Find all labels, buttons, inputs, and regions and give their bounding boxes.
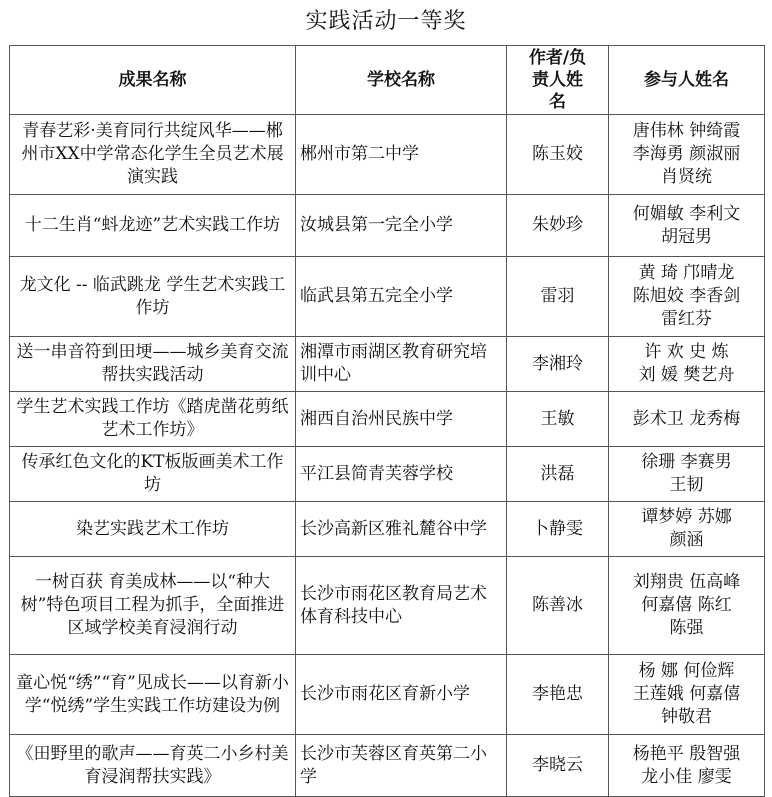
result-name-cell: 《田野里的歌声——育英二小乡村美育浸润帮扶实践》 [10, 735, 296, 797]
author-cell: 李艳忠 [507, 655, 609, 735]
school-name-cell: 长沙市雨花区教育局艺术体育科技中心 [296, 557, 507, 655]
awards-table [9, 45, 765, 797]
school-name-cell: 汝城县第一完全小学 [296, 195, 507, 257]
participants-cell: 何媚敏 李利文 胡冠男 [609, 195, 765, 257]
table-row [10, 337, 765, 392]
participants-cell: 刘翔贵 伍高峰 何嘉僖 陈红 陈强 [609, 557, 765, 655]
table-header-row [10, 46, 765, 115]
school-name-cell: 平江县简青芙蓉学校 [296, 447, 507, 502]
participants-cell: 杨 娜 何俭辉 王莲娥 何嘉僖 钟敬君 [609, 655, 765, 735]
author-cell: 王敏 [507, 392, 609, 447]
header-author: 作者/负责人姓名 [507, 46, 609, 115]
table-row [10, 447, 765, 502]
participants-cell: 黄 琦 邝晴龙 陈旭姣 李香剑 雷红芬 [609, 257, 765, 337]
participants-cell: 唐伟林 钟绮霞 李海勇 颜淑丽 肖贤统 [609, 115, 765, 195]
table-row [10, 115, 765, 195]
result-name-cell: 学生艺术实践工作坊《踏虎凿花剪纸艺术工作坊》 [10, 392, 296, 447]
page-title: 实践活动一等奖 [305, 9, 467, 34]
author-cell: 卜静雯 [507, 502, 609, 557]
table-row [10, 735, 765, 797]
table-row [10, 502, 765, 557]
participants-cell: 杨艳平 殷智强 龙小佳 廖雯 [609, 735, 765, 797]
table-row [10, 392, 765, 447]
author-cell: 朱妙珍 [507, 195, 609, 257]
author-cell: 洪磊 [507, 447, 609, 502]
result-name-cell: 童心悦“绣”“育”见成长——以育新小学“悦绣”学生实践工作坊建设为例 [10, 655, 296, 735]
result-name-cell: 传承红色文化的KT板版画美术工作坊 [10, 447, 296, 502]
table-row [10, 655, 765, 735]
author-cell: 李晓云 [507, 735, 609, 797]
header-school-name: 学校名称 [296, 46, 507, 115]
school-name-cell: 长沙市芙蓉区育英第二小学 [296, 735, 507, 797]
school-name-cell: 长沙高新区雅礼麓谷中学 [296, 502, 507, 557]
participants-cell: 谭梦婷 苏娜 颜涵 [609, 502, 765, 557]
result-name-cell: 龙文化 -- 临武跳龙 学生艺术实践工作坊 [10, 257, 296, 337]
author-cell: 陈善冰 [507, 557, 609, 655]
school-name-cell: 湘潭市雨湖区教育研究培训中心 [296, 337, 507, 392]
school-name-cell: 湘西自治州民族中学 [296, 392, 507, 447]
result-name-cell: 一树百获 育美成林——以“种大树”特色项目工程为抓手，全面推进区域学校美育浸润行动 [10, 557, 296, 655]
school-name-cell: 临武县第五完全小学 [296, 257, 507, 337]
school-name-cell: 长沙市雨花区育新小学 [296, 655, 507, 735]
table-row [10, 195, 765, 257]
result-name-cell: 青春艺彩·美育同行共绽风华——郴州市XX中学常态化学生全员艺术展演实践 [10, 115, 296, 195]
header-result-name: 成果名称 [10, 46, 296, 115]
participants-cell: 许 欢 史 炼 刘 媛 樊艺舟 [609, 337, 765, 392]
result-name-cell: 送一串音符到田埂——城乡美育交流帮扶实践活动 [10, 337, 296, 392]
author-cell: 陈玉姣 [507, 115, 609, 195]
table-row [10, 557, 765, 655]
table-row [10, 257, 765, 337]
school-name-cell: 郴州市第二中学 [296, 115, 507, 195]
author-cell: 李湘玲 [507, 337, 609, 392]
participants-cell: 彭术卫 龙秀梅 [609, 392, 765, 447]
result-name-cell: 染艺实践艺术工作坊 [10, 502, 296, 557]
author-cell: 雷羽 [507, 257, 609, 337]
header-participants: 参与人姓名 [609, 46, 765, 115]
result-name-cell: 十二生肖“蚪龙迹”艺术实践工作坊 [10, 195, 296, 257]
participants-cell: 徐珊 李赛男 王韧 [609, 447, 765, 502]
